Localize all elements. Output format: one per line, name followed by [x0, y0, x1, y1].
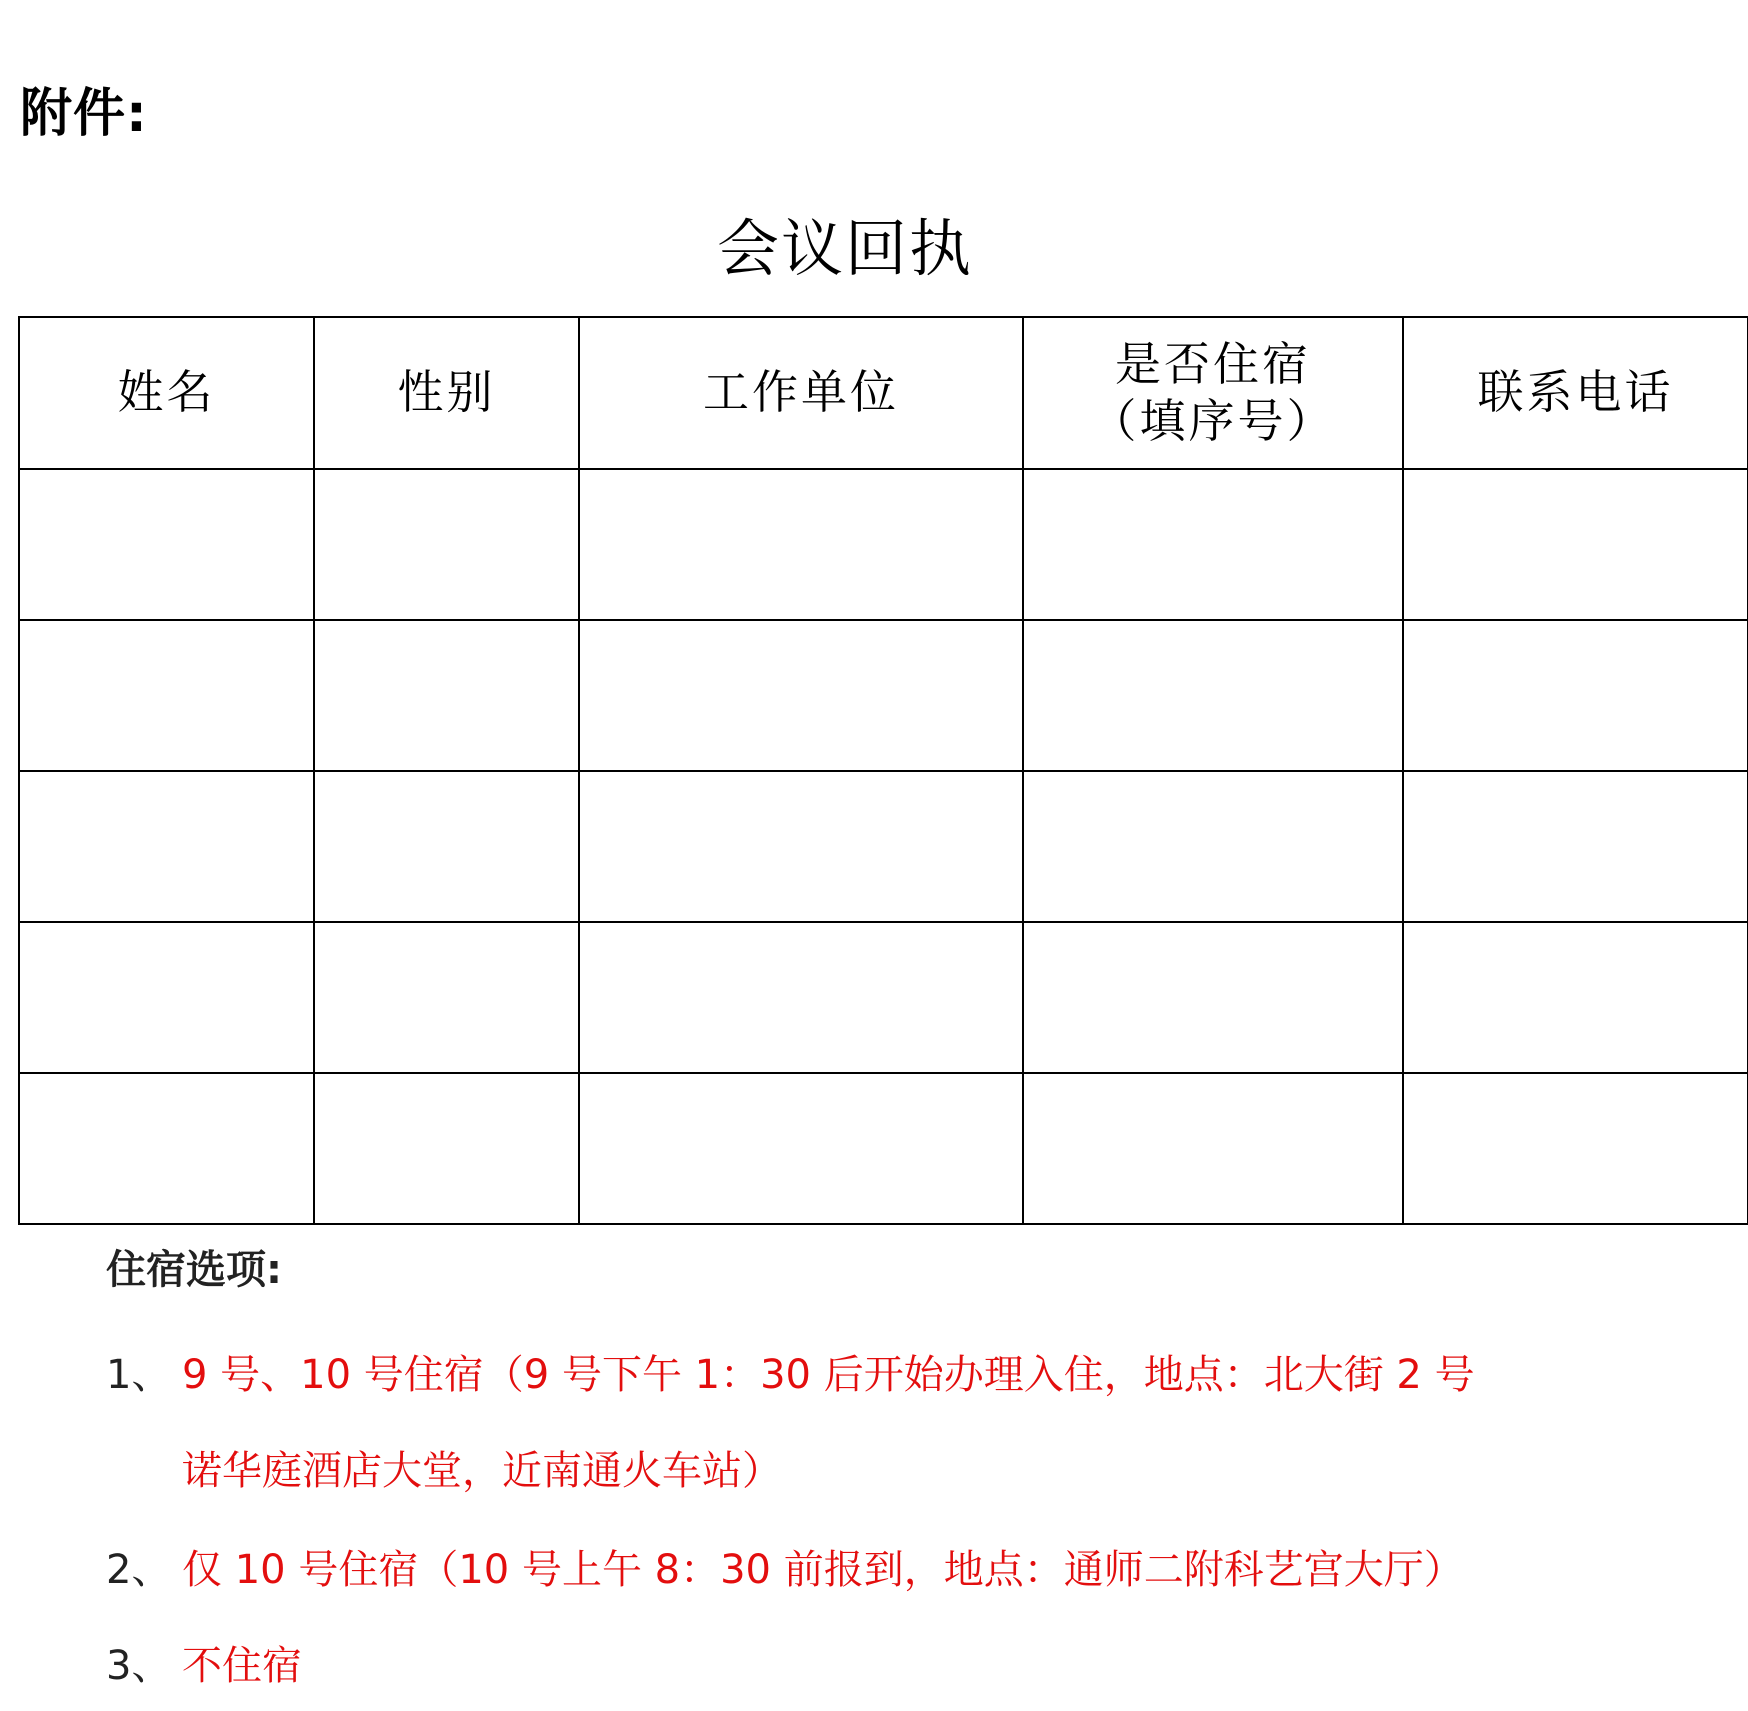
cell-work-unit[interactable]	[579, 771, 1023, 922]
cell-phone[interactable]	[1403, 771, 1748, 922]
cell-work-unit[interactable]	[579, 469, 1023, 620]
table-row	[19, 922, 1748, 1073]
options-title: 住宿选项:	[106, 1247, 282, 1293]
cell-phone[interactable]	[1403, 922, 1748, 1073]
option-number: 2、	[106, 1547, 172, 1593]
table-row	[19, 469, 1748, 620]
option-text: 9 号、10 号住宿（9 号下午 1：30 后开始办理入住，地点：北大街 2 号	[182, 1352, 1475, 1398]
option-text-continuation: 诺华庭酒店大堂，近南通火车站）	[182, 1448, 782, 1494]
header-accommodation	[1023, 317, 1403, 469]
cell-gender[interactable]	[314, 922, 579, 1073]
cell-phone[interactable]	[1403, 469, 1748, 620]
header-phone: 联系电话	[1403, 317, 1748, 469]
cell-name[interactable]	[19, 922, 314, 1073]
cell-accommodation[interactable]	[1023, 771, 1403, 922]
option-item	[106, 1643, 302, 1689]
option-text: 不住宿	[182, 1643, 302, 1689]
document-title: 会议回执	[716, 212, 973, 285]
attachment-label: 附件:	[20, 84, 148, 144]
cell-work-unit[interactable]	[579, 1073, 1023, 1224]
option-text: 仅 10 号住宿（10 号上午 8：30 前报到，地点：通师二附科艺宫大厅）	[182, 1547, 1464, 1593]
cell-work-unit[interactable]	[579, 922, 1023, 1073]
table-header-row	[19, 317, 1748, 469]
accommodation-options	[106, 1247, 1726, 1689]
cell-name[interactable]	[19, 1073, 314, 1224]
option-number: 3、	[106, 1643, 172, 1689]
header-accommodation-sub: （填序号）	[1090, 394, 1336, 448]
cell-phone[interactable]	[1403, 1073, 1748, 1224]
cell-work-unit[interactable]	[579, 620, 1023, 771]
cell-name[interactable]	[19, 469, 314, 620]
cell-gender[interactable]	[314, 469, 579, 620]
header-accommodation-label: 是否住宿	[1115, 336, 1311, 391]
table-row	[19, 771, 1748, 922]
cell-accommodation[interactable]	[1023, 922, 1403, 1073]
reply-form-table	[18, 316, 1748, 1225]
header-gender: 性别	[314, 317, 579, 469]
cell-accommodation[interactable]	[1023, 1073, 1403, 1224]
option-item	[106, 1547, 1464, 1593]
table-row	[19, 620, 1748, 771]
header-name: 姓名	[19, 317, 314, 469]
header-work-unit: 工作单位	[579, 317, 1023, 469]
cell-accommodation[interactable]	[1023, 620, 1403, 771]
option-item	[106, 1352, 1475, 1398]
cell-phone[interactable]	[1403, 620, 1748, 771]
cell-gender[interactable]	[314, 771, 579, 922]
cell-name[interactable]	[19, 620, 314, 771]
table-row	[19, 1073, 1748, 1224]
cell-name[interactable]	[19, 771, 314, 922]
cell-gender[interactable]	[314, 1073, 579, 1224]
option-number: 1、	[106, 1352, 172, 1398]
cell-accommodation[interactable]	[1023, 469, 1403, 620]
cell-gender[interactable]	[314, 620, 579, 771]
